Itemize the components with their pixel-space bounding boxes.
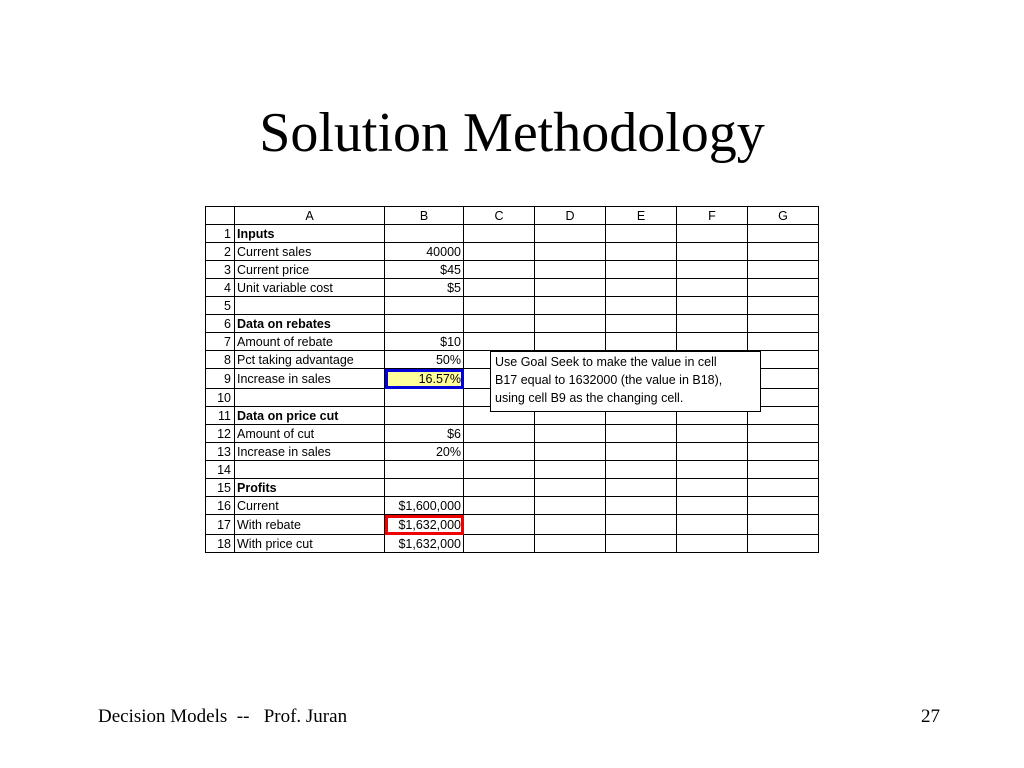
cell-b12[interactable]: $6 <box>385 425 464 443</box>
cell[interactable] <box>677 279 748 297</box>
cell[interactable] <box>535 515 606 535</box>
cell[interactable] <box>606 425 677 443</box>
row-header[interactable]: 9 <box>206 369 235 389</box>
cell-a5[interactable] <box>235 297 385 315</box>
callout-line: B17 equal to 1632000 (the value in B18), <box>495 373 723 387</box>
cell[interactable] <box>748 461 819 479</box>
target-cell-b17[interactable]: $1,632,000 <box>385 515 464 535</box>
cell[interactable] <box>464 515 535 535</box>
cell[interactable] <box>535 279 606 297</box>
row-header[interactable]: 6 <box>206 315 235 333</box>
row-header[interactable]: 17 <box>206 515 235 535</box>
cell[interactable] <box>535 297 606 315</box>
cell-a14[interactable] <box>235 461 385 479</box>
table-row <box>206 279 819 297</box>
cell[interactable] <box>677 315 748 333</box>
cell-a6[interactable]: Data on rebates <box>235 315 385 333</box>
table-row <box>206 443 819 461</box>
cell-b4[interactable]: $5 <box>385 279 464 297</box>
cell[interactable] <box>677 479 748 497</box>
cell[interactable] <box>535 261 606 279</box>
cell[interactable] <box>677 261 748 279</box>
cell[interactable] <box>535 243 606 261</box>
table-row <box>206 333 819 351</box>
cell[interactable] <box>606 279 677 297</box>
column-header-row <box>206 207 819 225</box>
table-row <box>206 261 819 279</box>
cell[interactable] <box>535 315 606 333</box>
cell-a9[interactable]: Increase in sales <box>235 369 385 389</box>
cell[interactable] <box>748 479 819 497</box>
row-header[interactable]: 5 <box>206 297 235 315</box>
table-row <box>206 315 819 333</box>
cell[interactable] <box>464 261 535 279</box>
table-row <box>206 243 819 261</box>
cell[interactable] <box>748 515 819 535</box>
cell[interactable] <box>464 297 535 315</box>
cell[interactable] <box>606 443 677 461</box>
cell[interactable] <box>748 225 819 243</box>
cell[interactable] <box>677 515 748 535</box>
column-header-d[interactable]: D <box>535 207 606 225</box>
cell[interactable] <box>748 443 819 461</box>
row-header[interactable]: 11 <box>206 407 235 425</box>
cell[interactable] <box>748 243 819 261</box>
cell[interactable] <box>464 443 535 461</box>
cell[interactable] <box>464 315 535 333</box>
cell-a17[interactable]: With rebate <box>235 515 385 535</box>
cell[interactable] <box>677 243 748 261</box>
cell[interactable] <box>677 225 748 243</box>
cell-a3[interactable]: Current price <box>235 261 385 279</box>
changing-cell-b9[interactable]: 16.57% <box>385 369 464 389</box>
cell[interactable] <box>748 425 819 443</box>
column-header-b[interactable]: B <box>385 207 464 225</box>
column-header-f[interactable]: F <box>677 207 748 225</box>
cell-b2[interactable]: 40000 <box>385 243 464 261</box>
callout-line: Use Goal Seek to make the value in cell <box>495 355 717 369</box>
cell[interactable] <box>535 425 606 443</box>
row-header[interactable]: 15 <box>206 479 235 497</box>
row-header[interactable]: 13 <box>206 443 235 461</box>
cell[interactable] <box>535 333 606 351</box>
cell[interactable] <box>748 535 819 553</box>
column-header-c[interactable]: C <box>464 207 535 225</box>
cell-a2[interactable]: Current sales <box>235 243 385 261</box>
cell[interactable] <box>606 497 677 515</box>
cell[interactable] <box>677 497 748 515</box>
cell[interactable] <box>606 225 677 243</box>
cell-a18[interactable]: With price cut <box>235 535 385 553</box>
cell[interactable] <box>606 315 677 333</box>
cell[interactable] <box>606 243 677 261</box>
cell-b13[interactable]: 20% <box>385 443 464 461</box>
cell[interactable] <box>464 425 535 443</box>
column-header-g[interactable]: G <box>748 207 819 225</box>
cell[interactable] <box>464 225 535 243</box>
table-row <box>206 225 819 243</box>
cell[interactable] <box>748 497 819 515</box>
cell-b1[interactable] <box>385 225 464 243</box>
cell[interactable] <box>464 461 535 479</box>
cell[interactable] <box>535 535 606 553</box>
cell[interactable] <box>606 479 677 497</box>
slide-title: Solution Methodology <box>259 102 765 164</box>
cell-b8[interactable]: 50% <box>385 351 464 369</box>
table-row <box>206 297 819 315</box>
cell[interactable] <box>535 497 606 515</box>
cell-a12[interactable]: Amount of cut <box>235 425 385 443</box>
row-header[interactable]: 12 <box>206 425 235 443</box>
row-header[interactable]: 3 <box>206 261 235 279</box>
cell-b15[interactable] <box>385 479 464 497</box>
goal-seek-callout <box>490 351 761 412</box>
cell-a8[interactable]: Pct taking advantage <box>235 351 385 369</box>
cell-a16[interactable]: Current <box>235 497 385 515</box>
cell-b10[interactable] <box>385 389 464 407</box>
cell[interactable] <box>464 243 535 261</box>
corner-cell[interactable] <box>206 207 235 225</box>
row-header[interactable]: 16 <box>206 497 235 515</box>
callout-line: using cell B9 as the changing cell. <box>495 391 684 405</box>
table-row <box>206 535 819 553</box>
cell-a15[interactable]: Profits <box>235 479 385 497</box>
cell[interactable] <box>464 279 535 297</box>
table-row <box>206 425 819 443</box>
column-header-e[interactable]: E <box>606 207 677 225</box>
table-row <box>206 515 819 535</box>
cell-b18[interactable]: $1,632,000 <box>385 535 464 553</box>
row-header[interactable]: 1 <box>206 225 235 243</box>
column-header-a[interactable]: A <box>235 207 385 225</box>
cell[interactable] <box>748 279 819 297</box>
cell[interactable] <box>606 333 677 351</box>
cell[interactable] <box>748 333 819 351</box>
cell[interactable] <box>677 297 748 315</box>
cell-a4[interactable]: Unit variable cost <box>235 279 385 297</box>
cell[interactable] <box>606 461 677 479</box>
cell[interactable] <box>535 461 606 479</box>
row-header[interactable]: 18 <box>206 535 235 553</box>
cell-a1[interactable]: Inputs <box>235 225 385 243</box>
cell-b14[interactable] <box>385 461 464 479</box>
cell[interactable] <box>677 425 748 443</box>
cell-b7[interactable]: $10 <box>385 333 464 351</box>
cell-a7[interactable]: Amount of rebate <box>235 333 385 351</box>
cell[interactable] <box>677 535 748 553</box>
cell[interactable] <box>677 443 748 461</box>
cell[interactable] <box>464 479 535 497</box>
cell-b5[interactable] <box>385 297 464 315</box>
row-header[interactable]: 2 <box>206 243 235 261</box>
cell[interactable] <box>464 497 535 515</box>
cell[interactable] <box>606 515 677 535</box>
cell[interactable] <box>535 225 606 243</box>
cell-b11[interactable] <box>385 407 464 425</box>
footer-course-label: Decision Models -- Prof. Juran <box>98 706 348 727</box>
cell[interactable] <box>748 315 819 333</box>
table-row <box>206 497 819 515</box>
cell[interactable] <box>677 461 748 479</box>
row-header[interactable]: 4 <box>206 279 235 297</box>
cell[interactable] <box>606 535 677 553</box>
cell[interactable] <box>677 333 748 351</box>
cell-b6[interactable] <box>385 315 464 333</box>
cell[interactable] <box>464 535 535 553</box>
table-row <box>206 461 819 479</box>
cell[interactable] <box>748 261 819 279</box>
cell-a11[interactable]: Data on price cut <box>235 407 385 425</box>
cell[interactable] <box>606 297 677 315</box>
row-header[interactable]: 7 <box>206 333 235 351</box>
table-row <box>206 479 819 497</box>
cell[interactable] <box>464 333 535 351</box>
row-header[interactable]: 10 <box>206 389 235 407</box>
cell[interactable] <box>535 443 606 461</box>
footer-page-number: 27 <box>921 706 940 727</box>
cell[interactable] <box>748 297 819 315</box>
row-header[interactable]: 8 <box>206 351 235 369</box>
cell-b3[interactable]: $45 <box>385 261 464 279</box>
cell-a13[interactable]: Increase in sales <box>235 443 385 461</box>
cell[interactable] <box>535 479 606 497</box>
cell-a10[interactable] <box>235 389 385 407</box>
cell-b16[interactable]: $1,600,000 <box>385 497 464 515</box>
row-header[interactable]: 14 <box>206 461 235 479</box>
cell[interactable] <box>606 261 677 279</box>
